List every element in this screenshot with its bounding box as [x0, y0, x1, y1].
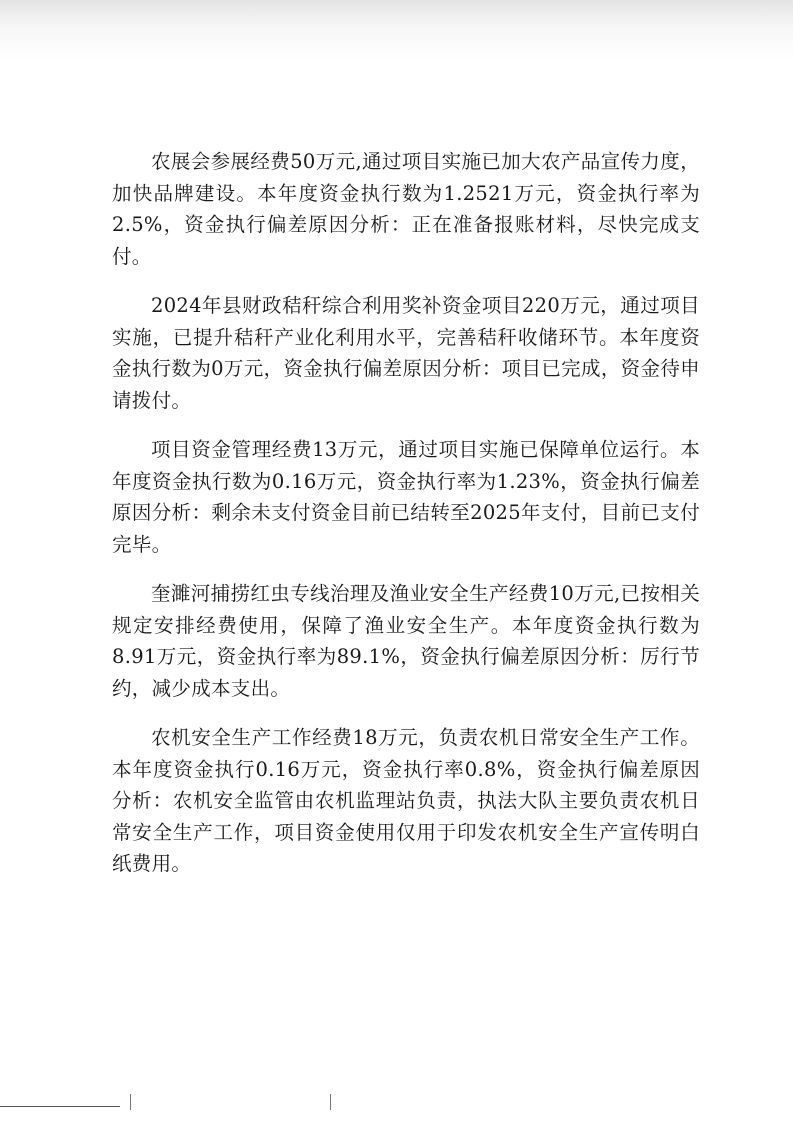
scan-mark — [330, 1094, 331, 1110]
paragraph-straw-subsidy: 2024年县财政秸秆综合利用奖补资金项目220万元，通过项目实施，已提升秸秆产业化利用水平，完善秸秆收储环节。本年度资金执行数为0万元，资金执行偏差原因分析：项目已完成，资金待申请拨付。 — [112, 294, 700, 412]
scan-shadow-top — [0, 0, 793, 60]
paragraph-exhibition-fund: 农展会参展经费50万元,通过项目实施已加大农产品宣传力度，加快品牌建设。本年度资金执行数为1.2521万元，资金执行率为2.5%，资金执行偏差原因分析：正在准备报账材料，尽快完成支付。 — [112, 150, 700, 268]
scan-mark — [130, 1094, 131, 1110]
paragraph-agri-machinery-safety-fund: 农机安全生产工作经费18万元，负责农机日常安全生产工作。本年度资金执行0.16万元，资金执行率0.8%，资金执行偏差原因分析：农机安全监管由农机监理站负责，执法大队主要负责农机日常安全生产工作，项目资金使用仅用于印发农机安全生产宣传明白纸费用。 — [112, 726, 700, 875]
paragraph-project-management-fund: 项目资金管理经费13万元，通过项目实施已保障单位运行。本年度资金执行数为0.16万元，资金执行率为1.23%，资金执行偏差原因分析：剩余未支付资金目前已结转至2025年支付，目前已支付完毕。 — [112, 438, 700, 556]
paragraph-fishery-safety-fund: 奎濉河捕捞红虫专线治理及渔业安全生产经费10万元,已按相关规定安排经费使用，保障了渔业安全生产。本年度资金执行数为8.91万元，资金执行率为89.1%，资金执行偏差原因分析：厉行节约，减少成本支出。 — [112, 582, 700, 700]
document-body — [112, 146, 700, 898]
footer-rule — [0, 1106, 120, 1107]
